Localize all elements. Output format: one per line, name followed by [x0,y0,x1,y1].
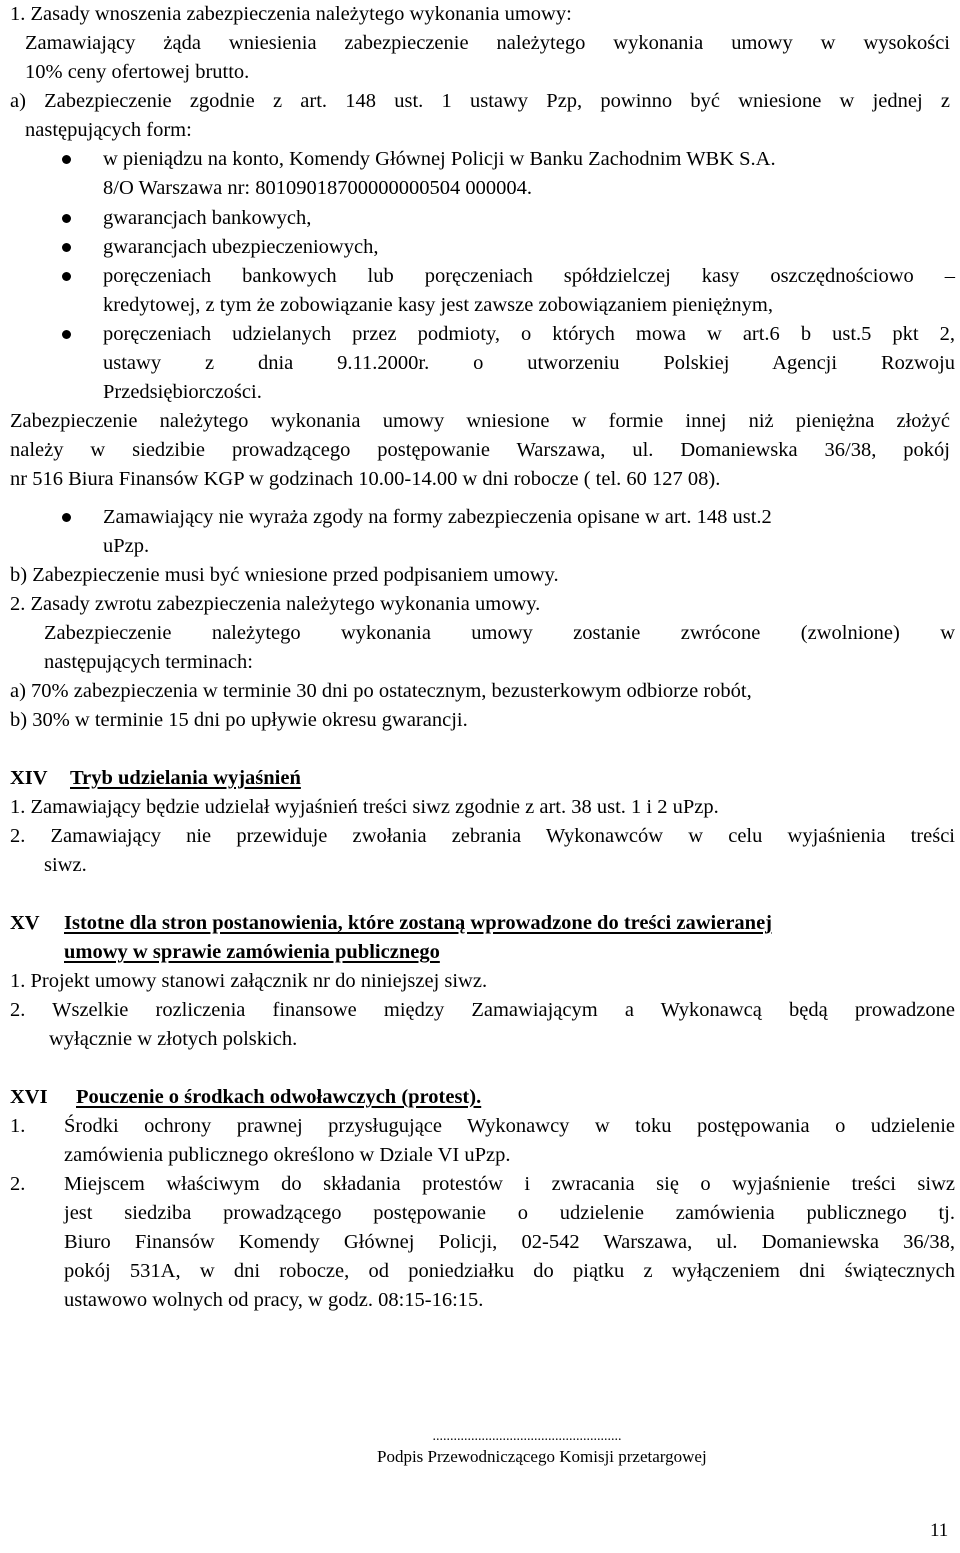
para-1-heading: 1. Zasady wnoszenia zabezpieczenia należytego wykonania umowy: [10,3,572,25]
signature-label: Podpis Przewodniczącego Komisji przetargowej [377,1447,707,1466]
bullet-5-line-b: ustawy z dnia 9.11.2000r. o utworzeniu Polskiej Agencji Rozwoju [103,352,955,374]
xv-item-1: 1. Projekt umowy stanowi załącznik nr do niniejszej siwz. [10,970,488,992]
bullet-1-line-a: w pieniądzu na konto, Komendy Głównej Policji w Banku Zachodnim WBK S.A. [103,148,776,170]
section-xiv-number: XIV [10,767,48,789]
xvi-item-1-number: 1. [10,1115,26,1137]
para-5: b) Zabezpieczenie musi być wniesione przed podpisaniem umowy. [10,564,559,586]
page-number: 11 [930,1520,949,1541]
section-xiv-title: Tryb udzielania wyjaśnień [70,767,301,789]
bullet-5-line-c: Przedsiębiorczości. [103,381,262,403]
para-3-line-a: a) Zabezpieczenie zgodnie z art. 148 ust. 1 ustawy Pzp, powinno być wniesione w jednej z [10,90,950,112]
bullet-4-line-a: poręczeniach bankowych lub poręczeniach spółdzielczej kasy oszczędnościowo – [103,265,955,287]
xvi-item-1-line-b: zamówienia publicznego określono w Dziale VI uPzp. [64,1144,511,1166]
para-9: b) 30% w terminie 15 dni po upływie okresu gwarancji. [10,709,468,731]
xiv-item-2-line-b: siwz. [44,854,87,876]
section-xv-title-line-b: umowy w sprawie zamówienia publicznego [64,941,440,963]
section-xvi-number: XVI [10,1086,48,1108]
bullet-dot [62,243,71,252]
bullet-dot [62,272,71,281]
xvi-item-2-line-a: Miejscem właściwym do składania protestów i zwracania się o wyjaśnienie treści siwz [64,1173,955,1195]
xvi-item-1-line-a: Środki ochrony prawnej przysługujące Wykonawcy w toku postępowania o udzielenie [64,1115,955,1137]
signature-dots: ...................................................... [432,1429,622,1444]
bullet-dot [62,155,71,164]
xiv-item-1: 1. Zamawiający będzie udzielał wyjaśnień treści siwz zgodnie z art. 38 ust. 1 i 2 uPzp. [10,796,719,818]
bullet-dot [62,214,71,223]
para-4-line-b: należy w siedzibie prowadzącego postępowanie Warszawa, ul. Domaniewska 36/38, pokój [10,439,950,461]
section-xv-number: XV [10,912,40,934]
bullet-1-line-b: 8/O Warszawa nr: 80109018700000000504 000004. [103,177,532,199]
section-xv-title-line-a: Istotne dla stron postanowienia, które zostaną wprowadzone do treści zawieranej [64,912,772,934]
para-4-line-a: Zabezpieczenie należytego wykonania umowy wniesione w formie innej niż pieniężna złożyć [10,410,950,432]
para-2-line-a: Zamawiający żąda wniesienia zabezpieczenie należytego wykonania umowy w wysokości [25,32,950,54]
bullet-5-line-a: poręczeniach udzielanych przez podmioty, o których mowa w art.6 b ust.5 pkt 2, [103,323,955,345]
xvi-item-2-line-c: Biuro Finansów Komendy Głównej Policji, 02-542 Warszawa, ul. Domaniewska 36/38, [64,1231,955,1253]
xvi-item-2-number: 2. [10,1173,26,1195]
bullet-dot [62,513,71,522]
bullet-6-line-b: uPzp. [103,535,150,557]
bullet-6-line-a: Zamawiający nie wyraża zgody na formy zabezpieczenia opisane w art. 148 ust.2 [103,506,772,528]
para-8: a) 70% zabezpieczenia w terminie 30 dni po ostatecznym, bezusterkowym odbiorze robót, [10,680,752,702]
bullet-3: gwarancjach ubezpieczeniowych, [103,236,379,258]
para-2-line-b: 10% ceny ofertowej brutto. [25,61,250,83]
para-7-line-b: następujących terminach: [44,651,253,673]
xv-item-2-line-b: wyłącznie w złotych polskich. [49,1028,298,1050]
bullet-4-line-b: kredytowej, z tym że zobowiązanie kasy jest zawsze zobowiązaniem pieniężnym, [103,294,773,316]
bullet-dot [62,330,71,339]
para-6: 2. Zasady zwrotu zabezpieczenia należytego wykonania umowy. [10,593,541,615]
xvi-item-2-line-e: ustawowo wolnych od pracy, w godz. 08:15-16:15. [64,1289,484,1311]
bullet-2: gwarancjach bankowych, [103,207,312,229]
para-3-line-b: następujących form: [25,119,192,141]
section-xvi-title: Pouczenie o środkach odwoławczych (protest). [76,1086,482,1108]
xvi-item-2-line-d: pokój 531A, w dni robocze, od poniedziałku do piątku z wyłączeniem dni świątecznych [64,1260,955,1282]
para-7-line-a: Zabezpieczenie należytego wykonania umowy zostanie zwrócone (zwolnione) w [44,622,955,644]
para-4-line-c: nr 516 Biura Finansów KGP w godzinach 10.00-14.00 w dni robocze ( tel. 60 127 08). [10,468,721,490]
xvi-item-2-line-b: jest siedziba prowadzącego postępowanie o udzielenie zamówienia publicznego tj. [64,1202,955,1224]
xv-item-2-line-a: 2. Wszelkie rozliczenia finansowe między Zamawiającym a Wykonawcą będą prowadzone [10,999,955,1021]
xiv-item-2-line-a: 2. Zamawiający nie przewiduje zwołania zebrania Wykonawców w celu wyjaśnienia treści [10,825,955,847]
